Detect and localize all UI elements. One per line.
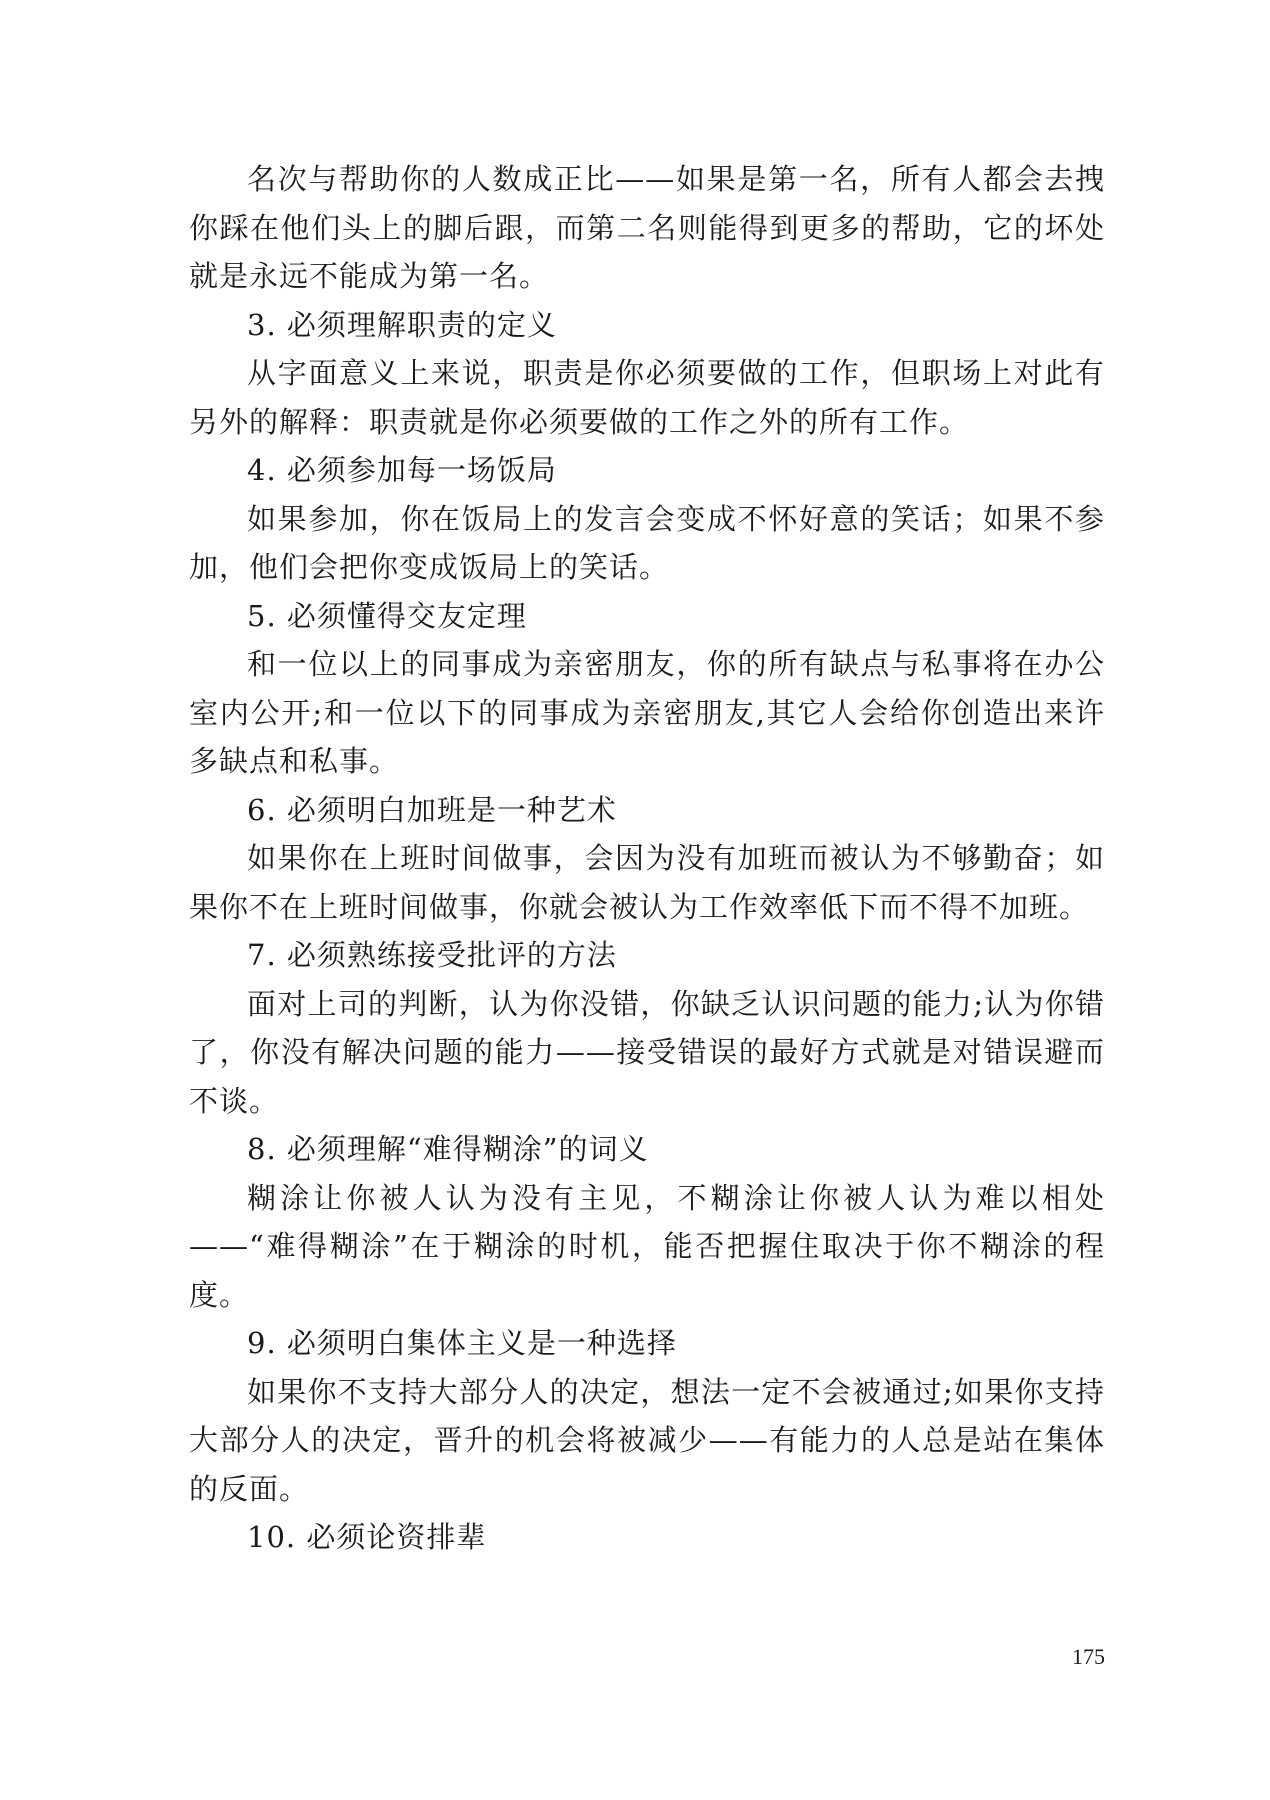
page-body [189, 155, 1105, 1562]
paragraph-3: 从字面意义上来说，职责是你必须要做的工作，但职场上对此有另外的解释：职责就是你必须要做的工作之外的所有工作。 [189, 356, 1105, 439]
page-number: 175 [1072, 1644, 1105, 1669]
paragraph-9: 如果你不支持大部分人的决定，想法一定不会被通过;如果你支持大部分人的决定，晋升的机会将被减少——有能力的人总是站在集体的反面。 [189, 1374, 1105, 1506]
heading-10: 10. 必须论资排辈 [247, 1520, 487, 1554]
heading-9: 9. 必须明白集体主义是一种选择 [247, 1326, 677, 1360]
paragraph-7: 面对上司的判断，认为你没错，你缺乏认识问题的能力;认为你错了，你没有解决问题的能力——接受错误的最好方式就是对错误避而不谈。 [189, 986, 1105, 1118]
paragraph-4: 如果参加，你在饭局上的发言会变成不怀好意的笑话；如果不参加，他们会把你变成饭局上的笑话。 [189, 501, 1105, 584]
heading-7: 7. 必须熟练接受批评的方法 [247, 938, 617, 972]
paragraph-5: 和一位以上的同事成为亲密朋友，你的所有缺点与私事将在办公室内公开;和一位以下的同事成为亲密朋友,其它人会给你创造出来许多缺点和私事。 [189, 647, 1105, 778]
heading-5: 5. 必须懂得交友定理 [247, 598, 527, 633]
heading-3: 3. 必须理解职责的定义 [247, 307, 557, 342]
heading-4: 4. 必须参加每一场饭局 [247, 453, 557, 487]
paragraph-6: 如果你在上班时间做事，会因为没有加班而被认为不够勤奋；如果你不在上班时间做事，你就会被认为工作效率低下而不得不加班。 [189, 841, 1105, 924]
paragraph-8: 糊涂让你被人认为没有主见，不糊涂让你被人认为难以相处——“难得糊涂”在于糊涂的时机，能否把握住取决于你不糊涂的程度。 [189, 1180, 1105, 1312]
heading-8: 8. 必须理解“难得糊涂”的词义 [247, 1132, 649, 1166]
paragraph-intro: 名次与帮助你的人数成正比——如果是第一名，所有人都会去拽你踩在他们头上的脚后跟，而第二名则能得到更多的帮助，它的坏处就是永远不能成为第一名。 [189, 162, 1105, 293]
heading-6: 6. 必须明白加班是一种艺术 [247, 792, 617, 827]
